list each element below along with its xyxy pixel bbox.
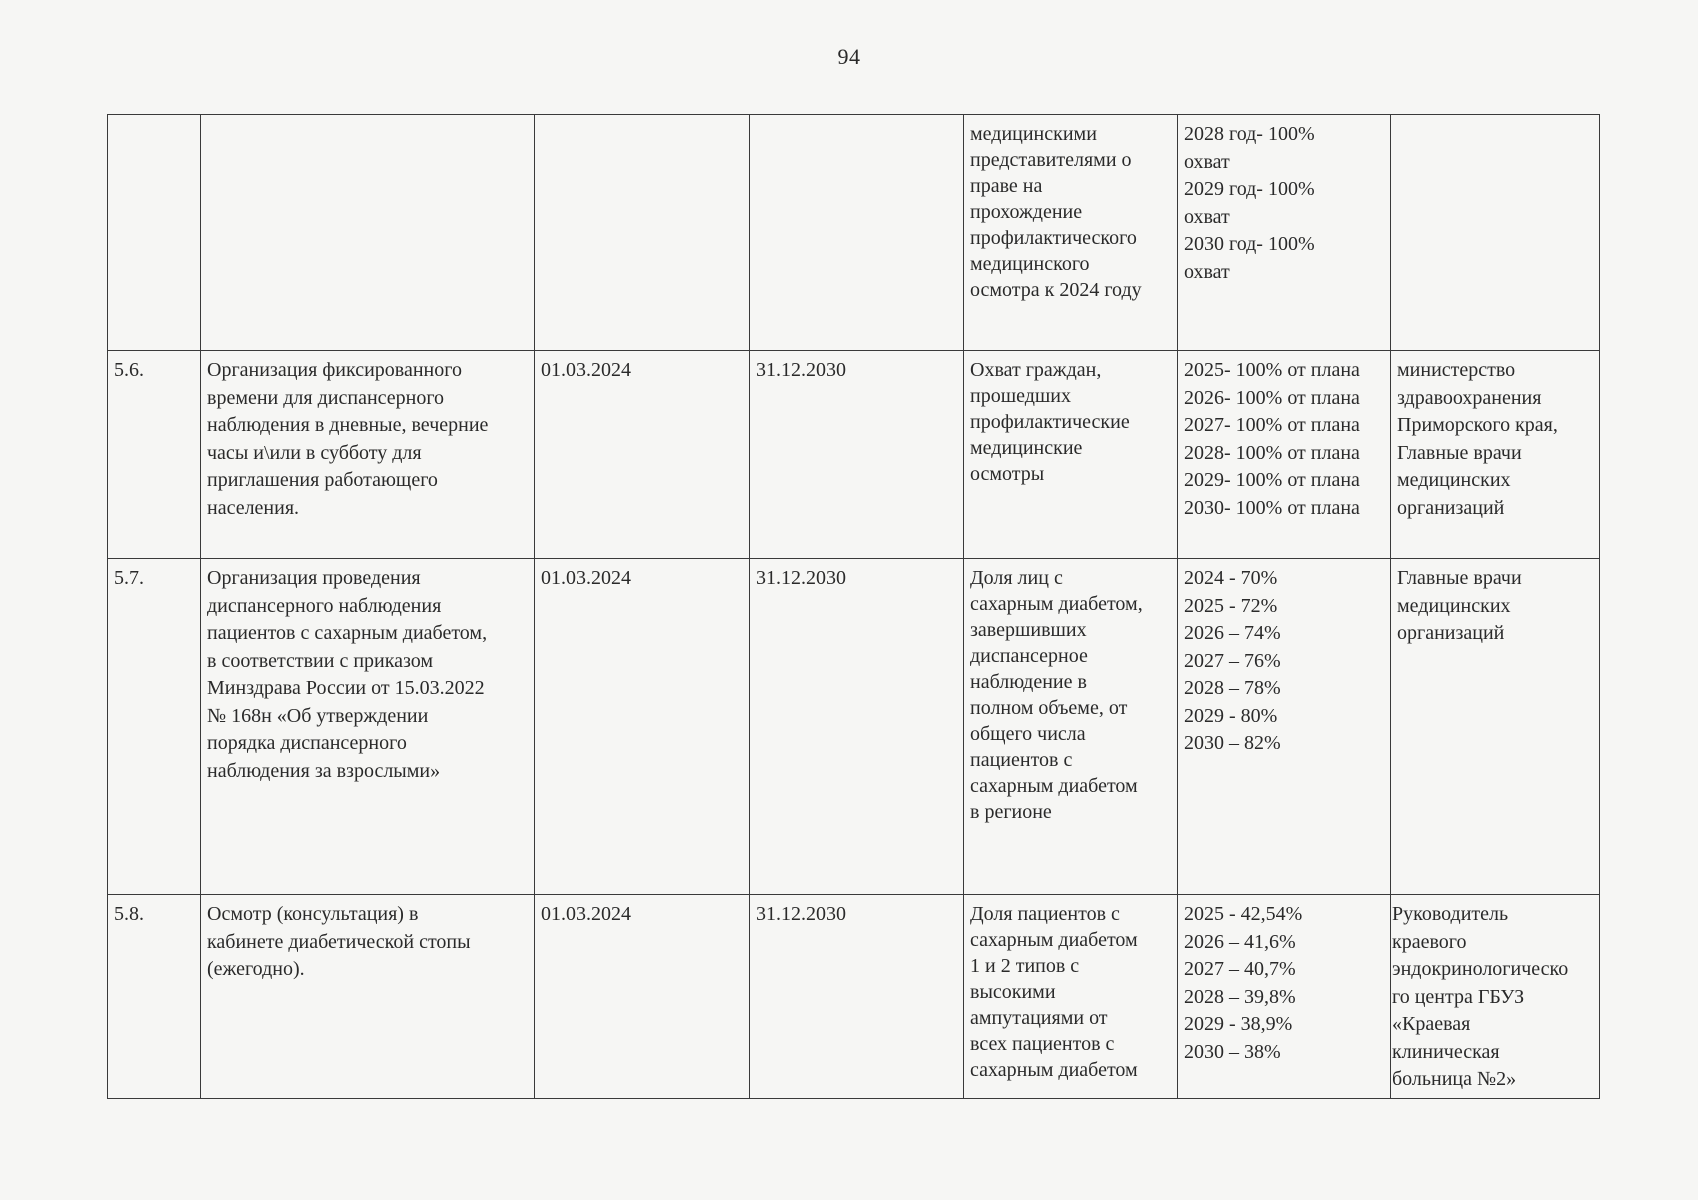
target-values-line: 2026 – 41,6% <box>1184 930 1296 953</box>
item-number-cell <box>108 115 201 351</box>
end-date-cell <box>750 115 964 351</box>
indicator-line: праве на <box>970 175 1043 197</box>
activity-line: времени для диспансерного <box>207 386 445 409</box>
item-number-cell: 5.7. <box>108 559 201 895</box>
indicator-line: наблюдение в <box>970 671 1087 693</box>
responsible-line: медицинских <box>1397 594 1511 617</box>
indicator-line: сахарным диабетом <box>970 1059 1138 1081</box>
start-date-cell: 01.03.2024 <box>535 351 750 559</box>
target-values-line: 2028 – 39,8% <box>1184 985 1296 1008</box>
indicator-line: полном объеме, от <box>970 697 1128 719</box>
target-values-line: охват <box>1184 205 1230 228</box>
activity-line: наблюдения в дневные, вечерние <box>207 414 489 436</box>
target-values-cell <box>1178 559 1391 895</box>
indicator-line: медицинскими <box>970 123 1097 145</box>
indicator-cell <box>964 351 1178 559</box>
activity-line: Осмотр (консультация) в <box>207 903 419 925</box>
indicator-line: в регионе <box>970 801 1052 823</box>
target-values-cell <box>1178 351 1391 559</box>
indicator-line: Охват граждан, <box>970 359 1102 381</box>
activity-line: в соответствии с приказом <box>207 649 434 672</box>
indicator-line: медицинского <box>970 253 1090 275</box>
target-values-line: 2029- 100% от плана <box>1184 469 1360 491</box>
indicator-line: высокими <box>970 981 1056 1003</box>
indicator-line: осмотра к 2024 году <box>970 279 1142 301</box>
table-body <box>108 115 1600 1099</box>
target-values-line: 2029 - 80% <box>1184 704 1278 727</box>
indicator-line: профилактического <box>970 227 1137 249</box>
indicator-cell <box>964 115 1178 351</box>
target-values-cell <box>1178 115 1391 351</box>
indicator-line: общего числа <box>970 723 1086 745</box>
item-number-cell: 5.8. <box>108 895 201 1099</box>
activity-line: Организация фиксированного <box>207 359 462 381</box>
responsible-line: министерство <box>1397 359 1516 381</box>
responsible-line: Руководитель <box>1392 903 1509 925</box>
target-values-line: 2028 год- 100% <box>1184 123 1315 145</box>
target-values-line: 2028- 100% от плана <box>1184 441 1360 464</box>
indicator-line: осмотры <box>970 463 1045 485</box>
indicator-cell <box>964 559 1178 895</box>
item-number-cell: 5.6. <box>108 351 201 559</box>
target-values-line: 2030 – 82% <box>1184 732 1281 754</box>
target-values-line: 2030- 100% от плана <box>1184 496 1360 519</box>
activity-line: часы и\или в субботу для <box>207 441 422 464</box>
target-values-line: 2025- 100% от плана <box>1184 359 1360 381</box>
indicator-line: всех пациентов с <box>970 1033 1115 1055</box>
responsible-cell <box>1391 115 1600 351</box>
activity-line: пациентов с сахарным диабетом, <box>207 622 488 644</box>
responsible-line: Главные врачи <box>1397 441 1522 464</box>
target-values-cell <box>1178 895 1391 1099</box>
activity-cell <box>201 895 535 1099</box>
activity-line: порядка диспансерного <box>207 732 407 754</box>
table-row <box>108 559 1600 895</box>
target-values-line: 2029 год- 100% <box>1184 178 1315 200</box>
start-date-cell: 01.03.2024 <box>535 559 750 895</box>
target-values-line: 2024 - 70% <box>1184 567 1278 589</box>
end-date-cell: 31.12.2030 <box>750 895 964 1099</box>
activity-cell <box>201 115 535 351</box>
target-values-line: 2027 – 40,7% <box>1184 958 1296 980</box>
indicator-line: завершивших <box>970 619 1087 641</box>
start-date-cell <box>535 115 750 351</box>
responsible-line: здравоохранения <box>1397 386 1542 409</box>
responsible-line: организаций <box>1397 622 1505 644</box>
responsible-line: го центра ГБУЗ <box>1392 985 1525 1008</box>
indicator-line: прошедших <box>970 385 1071 407</box>
responsible-line: медицинских <box>1397 469 1511 491</box>
indicator-line: профилактические <box>970 411 1130 433</box>
responsible-line: больница №2» <box>1392 1068 1517 1090</box>
target-values-line: 2030 год- 100% <box>1184 233 1315 255</box>
target-values-line: 2025 - 42,54% <box>1184 903 1303 925</box>
end-date-cell: 31.12.2030 <box>750 351 964 559</box>
target-values-line: 2029 - 38,9% <box>1184 1013 1293 1035</box>
page-number: 94 <box>837 44 861 69</box>
indicator-line: Доля лиц с <box>970 567 1063 589</box>
activity-line: № 168н «Об утверждении <box>207 704 429 727</box>
responsible-cell <box>1391 895 1600 1099</box>
activity-line: (ежегодно). <box>207 958 305 980</box>
target-values-line: 2030 – 38% <box>1184 1040 1281 1063</box>
responsible-line: Приморского края, <box>1397 414 1558 436</box>
activity-line: населения. <box>207 496 300 519</box>
activity-line: диспансерного наблюдения <box>207 594 442 617</box>
responsible-line: организаций <box>1397 496 1505 519</box>
responsible-cell <box>1391 559 1600 895</box>
activity-line: Минздрава России от 15.03.2022 <box>207 677 485 699</box>
start-date-cell: 01.03.2024 <box>535 895 750 1099</box>
indicator-line: ампутациями от <box>970 1007 1108 1029</box>
table-row <box>108 115 1600 351</box>
indicator-line: представителями о <box>970 149 1132 171</box>
indicator-line: сахарным диабетом <box>970 929 1138 951</box>
indicator-line: диспансерное <box>970 645 1088 667</box>
responsible-line: краевого <box>1392 930 1467 953</box>
target-values-line: 2025 - 72% <box>1184 594 1278 617</box>
indicator-line: сахарным диабетом <box>970 775 1138 797</box>
responsible-line: клиническая <box>1392 1040 1500 1063</box>
activity-line: приглашения работающего <box>207 469 438 491</box>
indicator-line: медицинские <box>970 437 1083 459</box>
indicator-line: Доля пациентов с <box>970 903 1120 925</box>
responsible-line: Главные врачи <box>1397 567 1522 589</box>
table-row <box>108 895 1600 1099</box>
target-values-line: 2028 – 78% <box>1184 677 1281 699</box>
responsible-line: эндокринологическо <box>1392 958 1569 980</box>
target-values-line: охват <box>1184 150 1230 173</box>
target-values-line: 2027- 100% от плана <box>1184 414 1360 436</box>
activity-line: кабинете диабетической стопы <box>207 930 471 953</box>
activity-cell <box>201 559 535 895</box>
target-values-line: 2026- 100% от плана <box>1184 386 1360 409</box>
target-values-line: 2026 – 74% <box>1184 622 1281 644</box>
responsible-cell <box>1391 351 1600 559</box>
table-row <box>108 351 1600 559</box>
indicator-line: 1 и 2 типов с <box>970 955 1080 977</box>
indicator-cell <box>964 895 1178 1099</box>
indicator-line: прохождение <box>970 201 1083 223</box>
activity-line: наблюдения за взрослыми» <box>207 759 441 782</box>
activity-cell <box>201 351 535 559</box>
indicator-line: сахарным диабетом, <box>970 593 1143 615</box>
indicator-line: пациентов с <box>970 749 1073 771</box>
responsible-line: «Краевая <box>1392 1013 1471 1035</box>
activity-line: Организация проведения <box>207 567 421 589</box>
target-values-line: охват <box>1184 260 1230 283</box>
target-values-line: 2027 – 76% <box>1184 649 1281 672</box>
measures-table <box>107 114 1600 1099</box>
end-date-cell: 31.12.2030 <box>750 559 964 895</box>
